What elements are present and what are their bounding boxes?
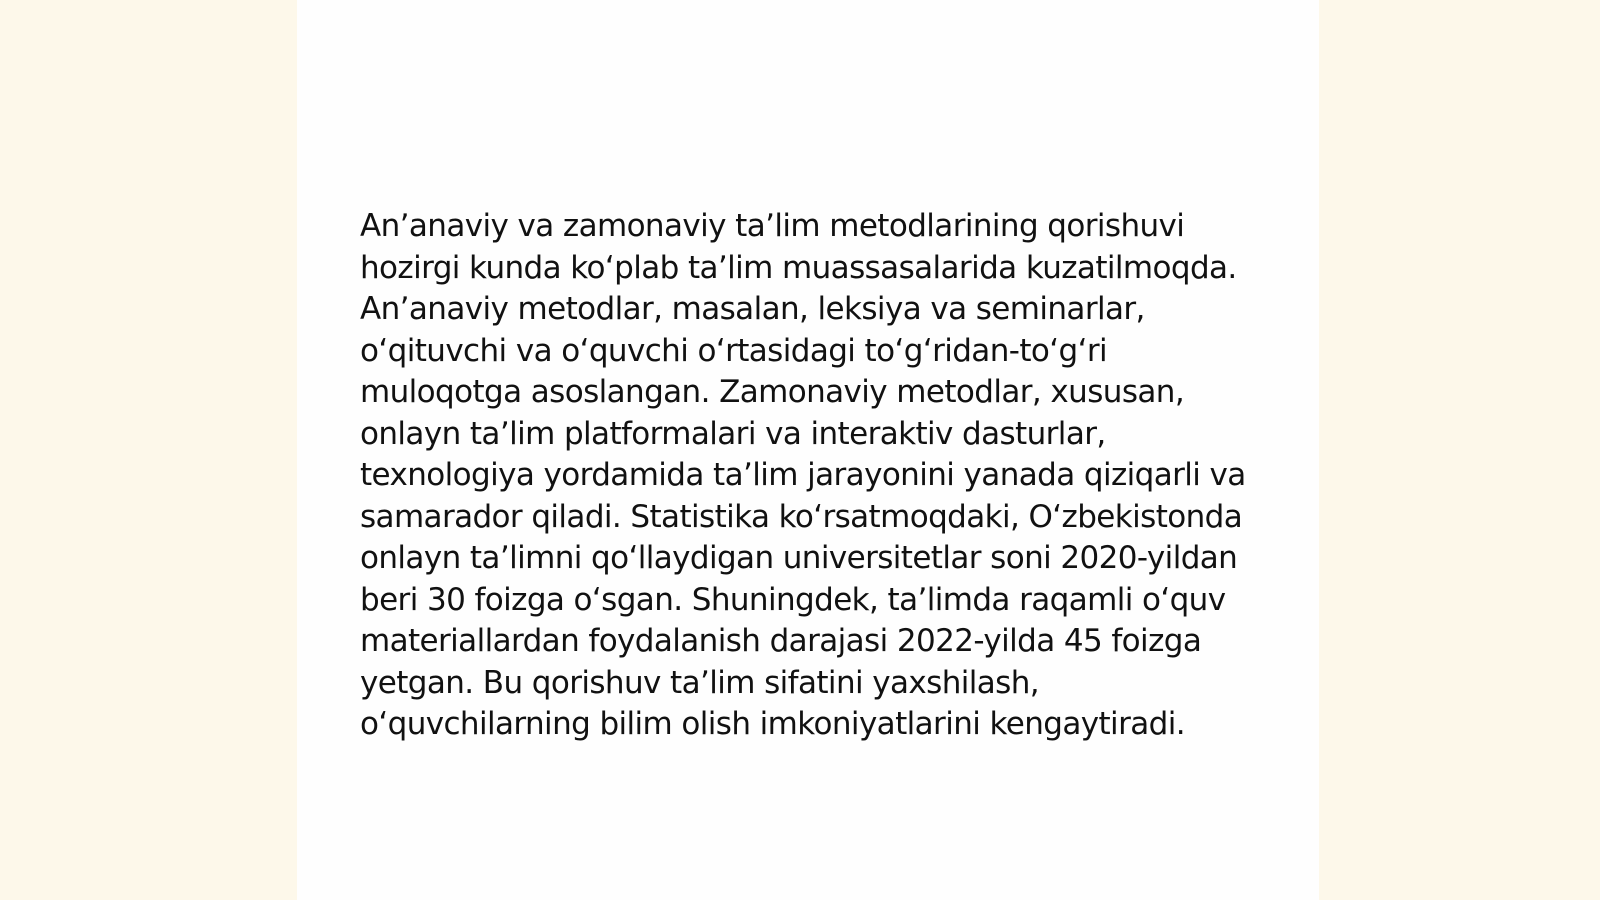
body-paragraph: An’anaviy va zamonaviy ta’lim metodlarining qorishuvi hozirgi kunda koʻplab ta’lim muassasalarida kuzatilmoqda. An’anaviy metodlar, masalan, leksiya va seminarlar, oʻqituvchi va oʻquvchi oʻrtasidagi toʻgʻridan-toʻgʻri muloqotga asoslangan. Zamonaviy metodlar, xususan, onlayn ta’lim platformalari va interaktiv dasturlar, texnologiya yordamida ta’lim jarayonini yanada qiziqarli va samarador qiladi. Statistika koʻrsatmoqdaki, Oʻzbekistonda onlayn ta’limni qoʻllaydigan universitetlar soni 2020-yildan beri 30 foizga oʻsgan. Shuningdek, ta’limda raqamli oʻquv materiallardan foydalanish darajasi 2022-yilda 45 foizga yetgan. Bu qorishuv ta’lim sifatini yaxshilash, oʻquvchilarning bilim olish imkoniyatlarini kengaytiradi. [360,208,1246,742]
document-page [297,0,1319,900]
